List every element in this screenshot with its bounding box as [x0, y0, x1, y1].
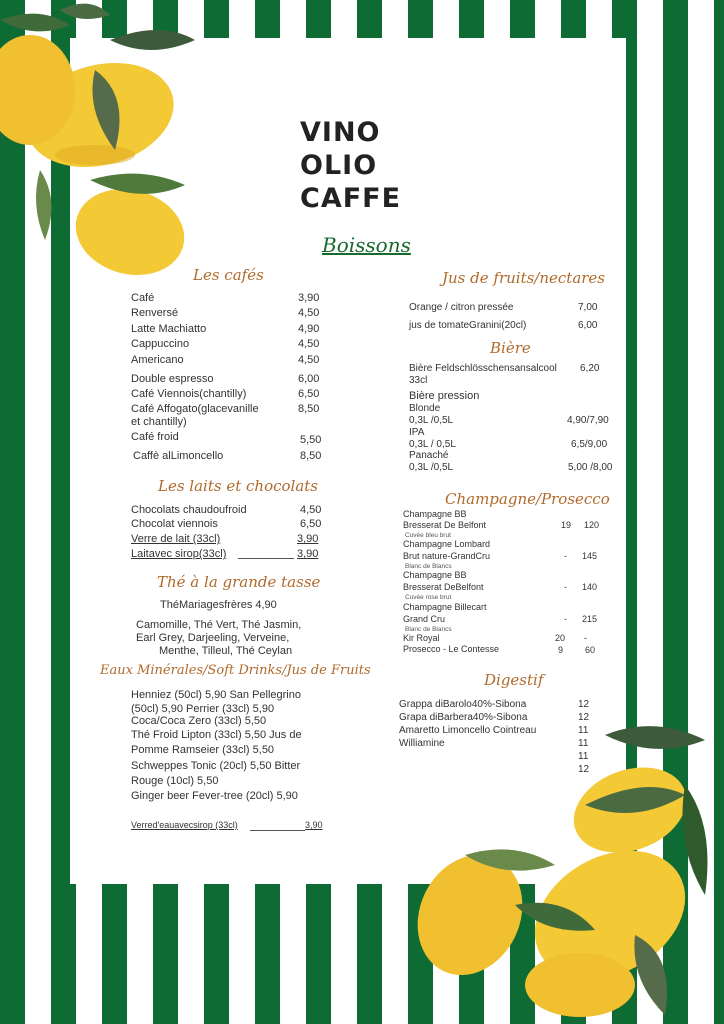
- champagne-line: Champagne BB: [403, 509, 467, 519]
- menu-item-name: Café: [131, 292, 155, 304]
- eaux-line: Henniez (50cl) 5,90 San Pellegrino: [131, 689, 301, 701]
- champagne-line: Bresserat De Belfont: [403, 520, 487, 530]
- menu-item-name: et chantilly): [131, 416, 187, 428]
- menu-item-price: 4,50: [298, 338, 320, 350]
- menu-item-price: 6,00: [298, 373, 320, 385]
- digestif-price: 11: [578, 738, 589, 749]
- menu-item-name: Orange / citron pressée: [409, 302, 514, 313]
- menu-item-price: 4,50: [298, 354, 320, 366]
- logo-line-vino: VINO: [300, 117, 381, 148]
- menu-item-name: Double espresso: [131, 373, 214, 385]
- menu-item-price: 6,00: [578, 320, 598, 331]
- menu-item-name: Verred'eauavecsirop (33cl): [131, 820, 238, 830]
- champagne-price-bottle: 120: [584, 520, 600, 530]
- eaux-line: Thé Froid Lipton (33cl) 5,50 Jus de: [131, 729, 302, 741]
- champagne-price-bottle: -: [584, 633, 587, 643]
- champagne-sub: Cuvée bleu brut: [405, 532, 451, 539]
- biere-ipa: IPA: [409, 427, 425, 438]
- eaux-line: Pomme Ramseier (33cl) 5,50: [131, 744, 275, 756]
- menu-item-price: 4,50: [300, 504, 322, 516]
- champagne-line: Champagne BB: [403, 570, 467, 580]
- menu-item-name: Café froid: [131, 431, 179, 443]
- biere-ipa-size: 0,3L / 0,5L: [409, 439, 456, 450]
- heading-laits: Les laits et chocolats: [158, 477, 318, 495]
- biere-panache: Panaché: [409, 450, 449, 461]
- champagne-price-glass: 20: [555, 633, 566, 643]
- the-varieties-line: Earl Grey, Darjeeling, Verveine,: [136, 632, 290, 644]
- eaux-line: Rouge (10cl) 5,50: [131, 775, 219, 787]
- biere-blonde: Blonde: [409, 403, 441, 414]
- digestif-price: 11: [578, 751, 589, 762]
- menu-item-name: Café Viennois(chantilly): [131, 388, 247, 400]
- menu-item-price: 4,50: [298, 307, 320, 319]
- champagne-price-glass: -: [564, 582, 567, 592]
- champagne-line: Grand Cru: [403, 614, 446, 624]
- menu-item-name: Verre de lait (33cl): [131, 533, 221, 545]
- champagne-line: Prosecco - Le Contesse: [403, 644, 500, 654]
- champagne-line: Bresserat DeBelfont: [403, 582, 484, 592]
- champagne-line: Brut nature-GrandCru: [403, 551, 491, 561]
- champagne-price-glass: 9: [558, 645, 564, 655]
- champagne-line: Kir Royal: [403, 633, 440, 643]
- digestif-price: 12: [578, 699, 590, 710]
- biere-pression-heading: Bière pression: [409, 390, 480, 402]
- digestif-line: Grapa diBarbera40%-Sibona: [399, 712, 528, 723]
- menu-item-name: Renversé: [131, 307, 179, 319]
- page-title: Boissons: [322, 233, 411, 257]
- heading-cafes: Les cafés: [193, 266, 264, 284]
- champagne-sub: Blanc de Blancs: [405, 563, 452, 570]
- digestif-price: 12: [578, 712, 590, 723]
- biere-bottle-name: Bière Feldschlösschensansalcool: [409, 363, 557, 374]
- menu-item-price: 8,50: [300, 450, 322, 462]
- brand-logo: [300, 118, 430, 222]
- champagne-price-bottle: 215: [582, 614, 598, 624]
- logo-line-olio: OLIO: [300, 150, 378, 181]
- biere-bottle-price: 6,20: [580, 363, 600, 374]
- menu-item-name: Latte Machiatto: [131, 323, 207, 335]
- biere-ipa-price: 6,5/9,00: [571, 439, 608, 450]
- digestif-line: Williamine: [399, 738, 445, 749]
- champagne-line: Champagne Lombard: [403, 539, 491, 549]
- lemon-illustration-bottom-right: [405, 715, 724, 1024]
- biere-blonde-size: 0,3L /0,5L: [409, 415, 454, 426]
- menu-item-price: 3,90: [305, 820, 323, 830]
- menu-item-price: 6,50: [298, 388, 320, 400]
- biere-bottle-size: 33cl: [409, 375, 428, 386]
- divider: [238, 558, 294, 559]
- heading-digestif: Digestif: [484, 671, 544, 689]
- menu-item-price: 5,50: [300, 434, 322, 446]
- menu-item-name: Laitavec sirop(33cl): [131, 548, 227, 560]
- digestif-price: 12: [578, 764, 590, 775]
- champagne-price-glass: -: [564, 551, 567, 561]
- digestif-line: Grappa diBarolo40%-Sibona: [399, 699, 527, 710]
- the-mariage-freres: ThéMariagesfrères 4,90: [160, 599, 277, 611]
- champagne-price-bottle: 145: [582, 551, 598, 561]
- champagne-sub: Cuvée rose brut: [405, 594, 452, 601]
- biere-panache-size: 0,3L /0,5L: [409, 462, 454, 473]
- heading-champagne: Champagne/Prosecco: [445, 490, 610, 508]
- champagne-price-glass: 19: [561, 520, 572, 530]
- lemon-illustration-top-left: [0, 0, 200, 290]
- menu-item-name: Americano: [131, 354, 184, 366]
- champagne-line: Champagne Billecart: [403, 602, 487, 612]
- biere-blonde-price: 4,90/7,90: [567, 415, 609, 426]
- the-varieties-line: Camomille, Thé Vert, Thé Jasmin,: [136, 619, 302, 631]
- digestif-price: 11: [578, 725, 589, 736]
- champagne-price-glass: -: [564, 614, 567, 624]
- menu-item-name: Cappuccino: [131, 338, 190, 350]
- champagne-sub: Blanc de Blancs: [405, 626, 452, 633]
- divider: [250, 830, 305, 831]
- menu-item-price: 3,90: [298, 292, 320, 304]
- menu-item-name: Chocolats chaudoufroid: [131, 504, 247, 516]
- champagne-price-bottle: 60: [585, 645, 596, 655]
- menu-item-name: Café Affogato(glacevanille: [131, 403, 259, 415]
- heading-biere: Bière: [490, 339, 531, 357]
- the-varieties-line: Menthe, Tilleul, Thé Ceylan: [159, 645, 293, 657]
- heading-the: Thé à la grande tasse: [157, 573, 321, 591]
- eaux-line: Coca/Coca Zero (33cl) 5,50: [131, 715, 267, 727]
- heading-eaux: Eaux Minérales/Soft Drinks/Jus de Fruits: [100, 663, 371, 678]
- menu-item-name: Chocolat viennois: [131, 518, 218, 530]
- menu-item-price: 3,90: [297, 548, 319, 560]
- menu-item-price: 3,90: [297, 533, 319, 545]
- digestif-line: Amaretto Limoncello Cointreau: [399, 725, 537, 736]
- champagne-price-bottle: 140: [582, 582, 598, 592]
- menu-item-name: Caffè alLimoncello: [133, 450, 224, 462]
- menu-item-name: jus de tomateGranini(20cl): [409, 320, 527, 331]
- eaux-line: Schweppes Tonic (20cl) 5,50 Bitter: [131, 760, 301, 772]
- eaux-line: Ginger beer Fever-tree (20cl) 5,90: [131, 790, 298, 802]
- menu-item-price: 8,50: [298, 403, 320, 415]
- menu-item-price: 4,90: [298, 323, 320, 335]
- menu-item-price: 6,50: [300, 518, 322, 530]
- biere-panache-price: 5,00 /8,00: [568, 462, 613, 473]
- logo-line-caffe: CAFFE: [300, 183, 402, 214]
- heading-jus: Jus de fruits/nectares: [442, 269, 606, 287]
- eaux-line: (50cl) 5,90 Perrier (33cl) 5,90: [131, 703, 275, 715]
- menu-item-price: 7,00: [578, 302, 598, 313]
